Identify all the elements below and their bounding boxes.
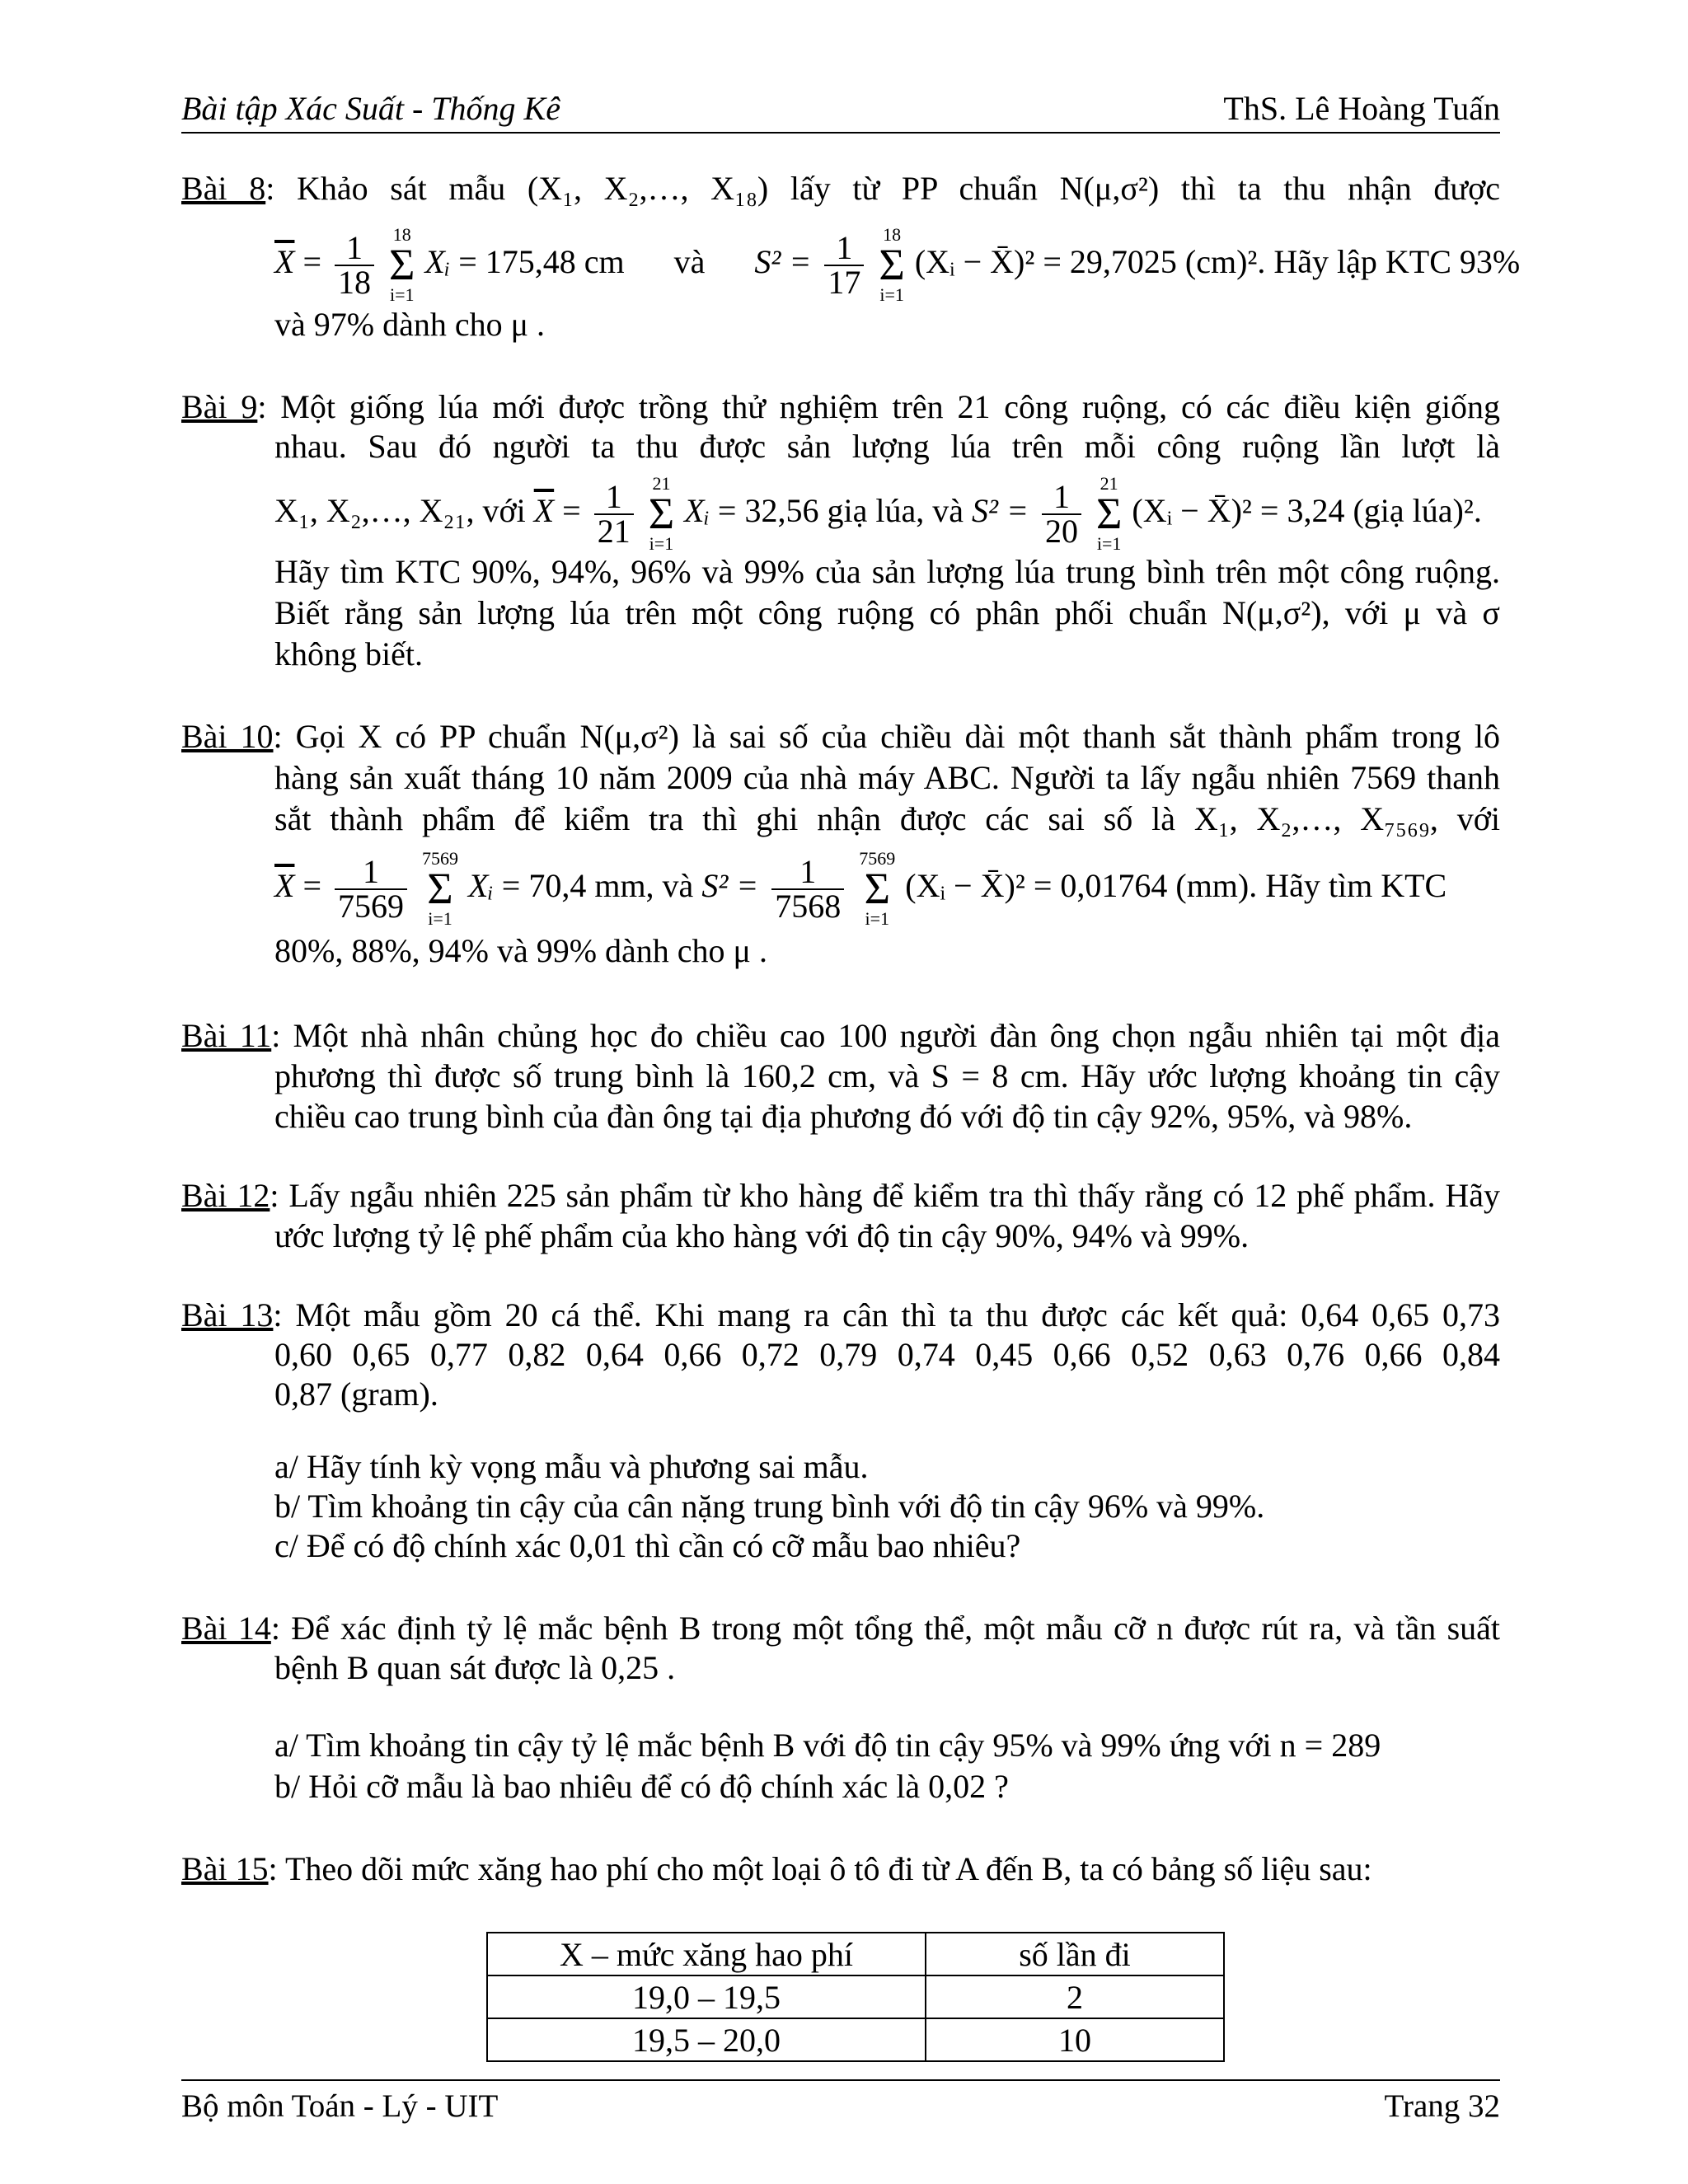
xbar-symbol: $\overline{X}$ (274, 243, 295, 280)
bai13-label: Bài 13 (181, 1296, 274, 1333)
bai13-line2: 0,60 0,65 0,77 0,82 0,64 0,66 0,72 0,79 0,74 0,45 0,66 0,52 0,63 0,76 0,66 0,84 (274, 1336, 1500, 1373)
bai11-line2: phương thì được số trung bình là 160,2 cm, và S = 8 cm. Hãy ước lượng khoảng tin cậy (274, 1057, 1500, 1094)
bai9-line3 (274, 470, 1500, 553)
bai11-text1: Một nhà nhân chủng học đo chiều cao 100 người đàn ông chọn ngẫu nhiên tại một địa (293, 1017, 1500, 1054)
equals: = (302, 867, 321, 904)
frac-num: 1 (335, 855, 407, 890)
sum-symbol (859, 850, 895, 928)
bai15-label: Bài 15 (181, 1850, 269, 1887)
sum-bottom: i=1 (389, 284, 415, 306)
bai9-text1: Một giống lúa mới được trồng thử nghiệm trên 21 công ruộng, có các điều kiện giống (280, 388, 1501, 425)
bai9-line4: Hãy tìm KTC 90%, 94%, 96% và 99% của sản lượng lúa trung bình trên một công ruộng. (274, 553, 1500, 590)
frac-num: 1 (1042, 480, 1081, 515)
table-cell: 2 (926, 1975, 1224, 2018)
sum-symbol (649, 475, 674, 553)
sum-sigma: Σ (427, 864, 453, 914)
table-row (487, 1975, 1224, 2018)
table-row (487, 2018, 1224, 2061)
equals: = (562, 492, 581, 529)
bai9-samples: X₁, X₂,…, X₂₁, với (274, 492, 526, 529)
bai13-part-b: b/ Tìm khoảng tin cậy của cân nặng trung bình với độ tin cậy 96% và 99%. (274, 1488, 1265, 1525)
page-footer (181, 2079, 1500, 2124)
page-header (181, 89, 1500, 134)
bai9-label: Bài 9 (181, 388, 258, 425)
bai11-label: Bài 11 (181, 1017, 272, 1054)
frac-den: 7568 (775, 887, 842, 925)
sum-bottom: i=1 (879, 284, 904, 306)
fraction (594, 477, 634, 550)
sum-top: 18 (392, 224, 411, 246)
bai9-line2: nhau. Sau đó người ta thu được sản lượng lúa trên mỗi công ruộng lần lượt là (274, 428, 1500, 465)
bai8-label: Bài 8 (181, 170, 266, 207)
sum-sigma: Σ (864, 864, 891, 914)
bai8-line2 (274, 221, 1521, 306)
bai10-xbar-value: = 70,4 mm, và (501, 867, 694, 904)
bai11-line3: chiều cao trung bình của đàn ông tại địa phương đó với độ tin cậy 92%, 95%, và 98%. (274, 1098, 1413, 1135)
bai14-label: Bài 14 (181, 1610, 271, 1647)
sum-top: 7569 (859, 848, 896, 869)
sum-sigma: Σ (389, 240, 415, 290)
deviation-term: (Xᵢ − X̄)² (1132, 492, 1252, 529)
bai9-s2-value: = 3,24 (giạ lúa)². (1259, 492, 1482, 529)
table-header-row (487, 1933, 1224, 1975)
sum-bottom: i=1 (649, 533, 674, 555)
sum-symbol (422, 850, 458, 928)
bai9-line6: không biết. (274, 635, 423, 673)
frac-den: 17 (828, 263, 861, 301)
xi-symbol: Xᵢ (468, 867, 494, 904)
bai10-label: Bài 10 (181, 718, 274, 755)
bai12-text1: Lấy ngẫu nhiên 225 sản phẩm từ kho hàng để kiểm tra thì thấy rằng có 12 phế phẩm. Hãy (288, 1177, 1500, 1214)
sum-top: 18 (883, 224, 902, 246)
bai12-line2: ước lượng tỷ lệ phế phẩm của kho hàng với độ tin cậy 90%, 94% và 99%. (274, 1217, 1250, 1254)
fraction (824, 228, 864, 301)
frac-num: 1 (824, 232, 864, 266)
bai10-line3: sắt thành phẩm để kiểm tra thì ghi nhận được các sai số là X₁, X₂,…, X₇₅₆₉, với (274, 800, 1500, 837)
bai8-line3: và 97% dành cho μ . (274, 306, 546, 343)
bai12-line1: Bài 12: Lấy ngẫu nhiên 225 sản phẩm từ kho hàng để kiểm tra thì thấy rằng có 12 phế phẩm. Hãy (181, 1177, 1500, 1214)
bai15-text1: Theo dõi mức xăng hao phí cho một loại ô tô đi từ A đến B, ta có bảng số liệu sau: (284, 1850, 1372, 1887)
table-cell: 19,0 – 19,5 (487, 1975, 926, 2018)
frac-den: 18 (338, 263, 371, 301)
bai10-line1: Bài 10: Gọi X có PP chuẩn N(μ,σ²) là sai số của chiều dài một thanh sắt thành phẩm trong lô (181, 718, 1500, 755)
header-author: ThS. Lê Hoàng Tuấn (1223, 90, 1500, 127)
sum-bottom: i=1 (865, 908, 890, 930)
bai13-text1: Một mẫu gồm 20 cá thể. Khi mang ra cân thì ta thu được các kết quả: 0,64 0,65 0,73 (295, 1296, 1500, 1333)
table-header: số lần đi (926, 1933, 1224, 1975)
footer-page-number: Trang 32 (1384, 2088, 1500, 2124)
bai10-text1: Gọi X có PP chuẩn N(μ,σ²) là sai số của chiều dài một thanh sắt thành phẩm trong lô (295, 718, 1500, 755)
s2-symbol: S² = (754, 243, 812, 280)
bai9-line5: Biết rằng sản lượng lúa trên một công ruộng có phân phối chuẩn N(μ,σ²), với μ và σ (274, 594, 1500, 631)
header-title: Bài tập Xác Suất - Thống Kê (181, 90, 560, 127)
sum-sigma: Σ (879, 240, 905, 290)
fraction (1042, 477, 1081, 550)
sum-symbol (879, 226, 904, 304)
s2-symbol: S² = (971, 492, 1029, 529)
bai15-line1: Bài 15: Theo dõi mức xăng hao phí cho một loại ô tô đi từ A đến B, ta có bảng số liệu sau: (181, 1850, 1372, 1887)
bai11-line1: Bài 11: Một nhà nhân chủng học đo chiều cao 100 người đàn ông chọn ngẫu nhiên tại một địa (181, 1017, 1500, 1054)
sum-top: 7569 (422, 848, 458, 869)
bai13-part-a: a/ Hãy tính kỳ vọng mẫu và phương sai mẫu. (274, 1448, 869, 1485)
xbar-symbol: $\overline{X}$ (533, 492, 555, 529)
bai8-text1: Khảo sát mẫu (X₁, X₂,…, X₁₈) lấy từ PP chuẩn N(μ,σ²) thì ta thu nhận được (296, 170, 1500, 207)
equals: = (302, 243, 321, 280)
sum-symbol (389, 226, 415, 304)
bai8-s2-value: = 29,7025 (cm)². Hãy lập KTC 93% (1043, 243, 1521, 280)
bai8-line1: Bài 8: Khảo sát mẫu (X₁, X₂,…, X₁₈) lấy từ PP chuẩn N(μ,σ²) thì ta thu nhận được (181, 170, 1500, 207)
bai12-label: Bài 12 (181, 1177, 270, 1214)
bai8-xbar-value: = 175,48 cm (458, 243, 625, 280)
fuel-table (486, 1932, 1225, 2062)
deviation-term: (Xᵢ − X̄)² (914, 243, 1035, 280)
bai14-part-b: b/ Hỏi cỡ mẫu là bao nhiêu để có độ chính xác là 0,02 ? (274, 1768, 1009, 1805)
table-cell: 10 (926, 2018, 1224, 2061)
bai14-text1: Để xác định tỷ lệ mắc bệnh B trong một tổng thể, một mẫu cỡ n được rút ra, và tần suất (291, 1610, 1500, 1647)
table-header: X – mức xăng hao phí (487, 1933, 926, 1975)
sum-sigma: Σ (648, 489, 675, 539)
bai13-part-c: c/ Để có độ chính xác 0,01 thì cần có cỡ mẫu bao nhiêu? (274, 1527, 1021, 1564)
bai14-part-a: a/ Tìm khoảng tin cậy tỷ lệ mắc bệnh B với độ tin cậy 95% và 99% ứng với n = 289 (274, 1727, 1381, 1764)
bai9-line1: Bài 9: Một giống lúa mới được trồng thử nghiệm trên 21 công ruộng, có các điều kiện giống (181, 388, 1501, 425)
xi-symbol: Xᵢ (424, 243, 451, 280)
bai10-line5: 80%, 88%, 94% và 99% dành cho μ . (274, 932, 767, 969)
sum-bottom: i=1 (428, 908, 452, 930)
table-cell: 19,5 – 20,0 (487, 2018, 926, 2061)
sum-bottom: i=1 (1096, 533, 1122, 555)
frac-den: 20 (1044, 512, 1078, 550)
footer-department: Bộ môn Toán - Lý - UIT (181, 2088, 499, 2124)
frac-num: 1 (594, 480, 634, 515)
s2-symbol: S² = (701, 867, 759, 904)
sum-top: 21 (652, 473, 671, 494)
bai13-line3: 0,87 (gram). (274, 1376, 438, 1413)
bai9-xbar-value: = 32,56 giạ lúa, và (717, 492, 964, 529)
bai10-line2: hàng sản xuất tháng 10 năm 2009 của nhà máy ABC. Người ta lấy ngẫu nhiên 7569 thanh (274, 759, 1500, 796)
fraction (335, 228, 374, 301)
frac-num: 1 (335, 232, 374, 266)
bai13-line1: Bài 13: Một mẫu gồm 20 cá thể. Khi mang ra cân thì ta thu được các kết quả: 0,64 0,65 0,73 (181, 1296, 1500, 1333)
sum-top: 21 (1100, 473, 1118, 494)
bai14-line1: Bài 14: Để xác định tỷ lệ mắc bệnh B trong một tổng thể, một mẫu cỡ n được rút ra, và tần suất (181, 1610, 1500, 1647)
frac-num: 1 (771, 855, 844, 890)
sum-symbol (1096, 475, 1122, 553)
deviation-term: (Xᵢ − X̄)² (905, 867, 1025, 904)
xi-symbol: Xᵢ (684, 492, 710, 529)
bai14-line2: bệnh B quan sát được là 0,25 . (274, 1649, 676, 1686)
bai10-s2-value: = 0,01764 (mm). Hãy tìm KTC (1033, 867, 1447, 904)
frac-den: 21 (597, 512, 631, 550)
xbar-symbol: $\overline{X}$ (274, 867, 295, 904)
conjunction: và (673, 243, 706, 280)
frac-den: 7569 (338, 887, 404, 925)
fraction (771, 852, 844, 925)
fraction (335, 852, 407, 925)
sum-sigma: Σ (1095, 489, 1123, 539)
bai10-line4 (274, 845, 1500, 928)
